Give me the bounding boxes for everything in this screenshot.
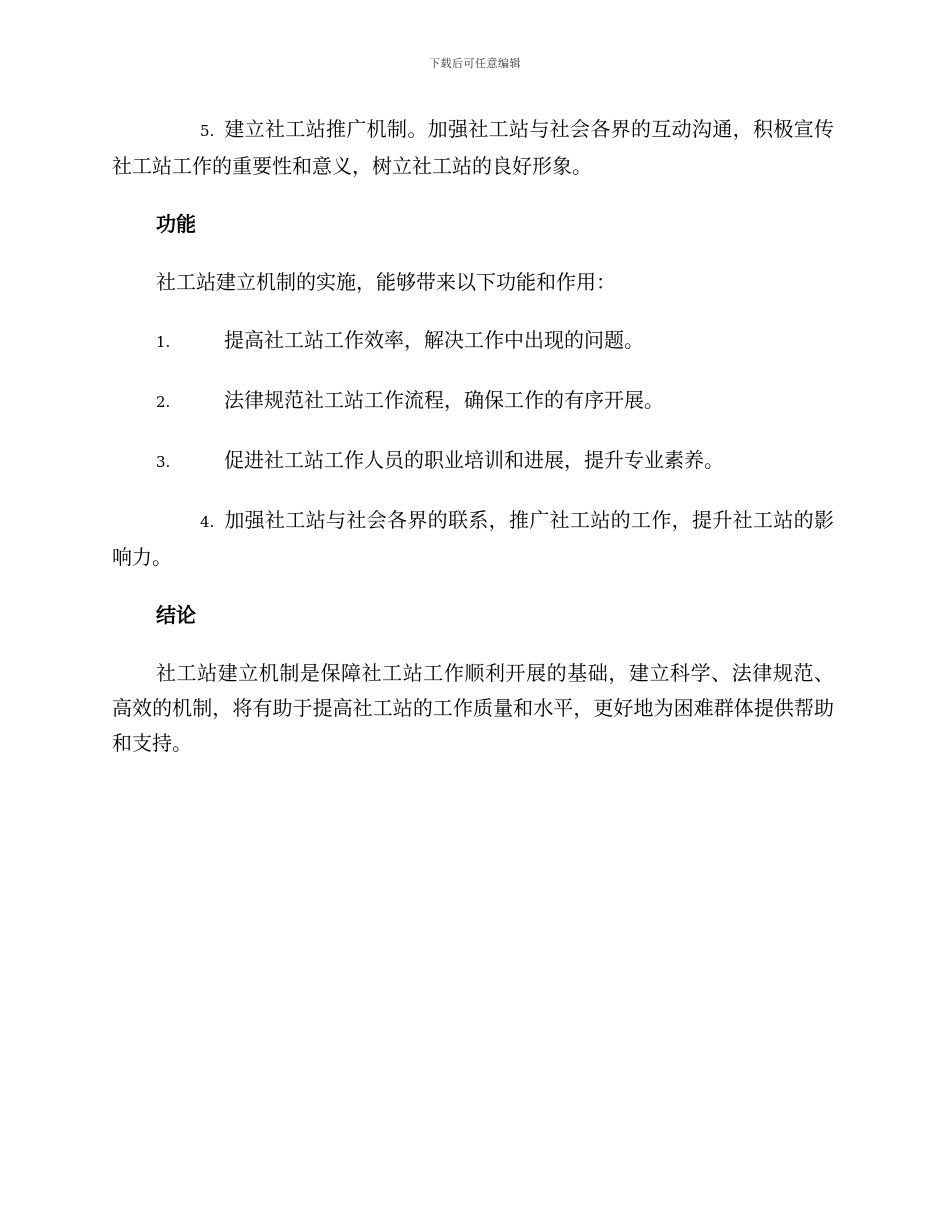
list-number: 2. (156, 393, 171, 411)
list-item-4 (112, 503, 834, 575)
document-body (112, 112, 834, 784)
section-heading-conclusion: 结论 (156, 603, 196, 627)
list-item-text: 促进社工站工作人员的职业培训和进展，提升专业素养。 (224, 448, 724, 472)
list-number: 1. (156, 333, 171, 351)
conclusion-paragraph: 社工站建立机制是保障社工站工作顺利开展的基础，建立科学、法律规范、高效的机制，将有助于提高社工站的工作质量和水平，更好地为困难群体提供帮助和支持。 (112, 661, 834, 755)
page-header-note: 下载后可任意编辑 (429, 57, 521, 70)
list-number: 3. (156, 453, 171, 471)
list-item-5 (112, 112, 834, 184)
list-item-3 (112, 443, 834, 480)
list-item-text: 加强社工站与社会各界的联系，推广社工站的工作，提升社工站的影响力。 (112, 508, 834, 569)
function-intro-paragraph: 社工站建立机制的实施，能够带来以下功能和作用： (156, 270, 616, 294)
list-item-1 (112, 323, 834, 360)
list-item-text: 法律规范社工站工作流程，确保工作的有序开展。 (224, 388, 664, 412)
section-heading-function: 功能 (156, 212, 196, 236)
list-item-text: 提高社工站工作效率，解决工作中出现的问题。 (224, 328, 644, 352)
list-item-text: 建立社工站推广机制。加强社工站与社会各界的互动沟通，积极宣传社工站工作的重要性和意义，树立社工站的良好形象。 (112, 117, 834, 178)
list-item-2 (112, 383, 834, 420)
list-number: 4. (200, 513, 215, 531)
list-number: 5. (200, 122, 215, 140)
